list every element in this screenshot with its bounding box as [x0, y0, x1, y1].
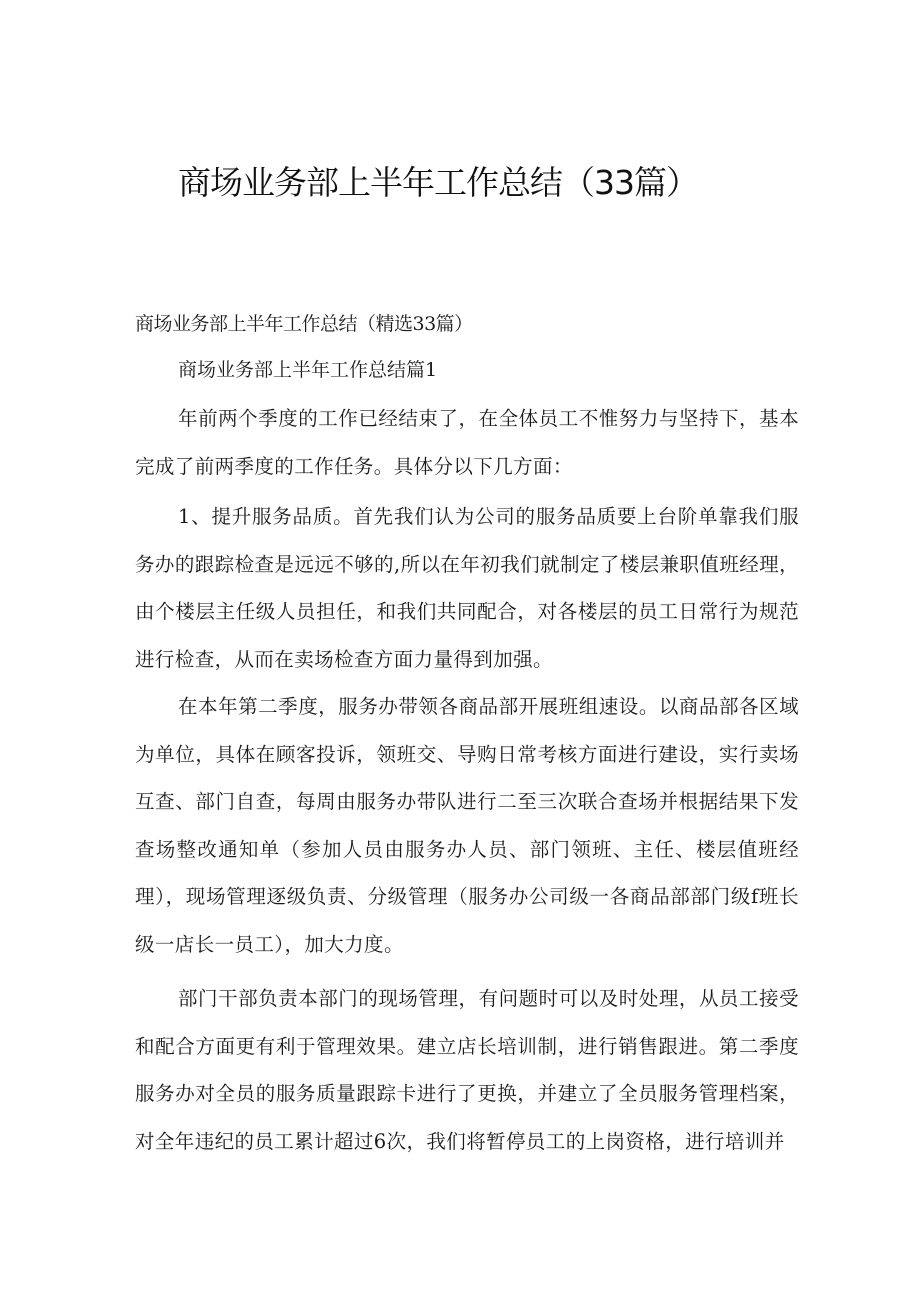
paragraph-3: 在本年第二季度，服务办带领各商品部开展班组速设。以商品部各区域为单位，具体在顾客投诉，领班交、导购日常考核方面进行建设，实行卖场互查、部门自查，每周由服务办带队进行二至三次联合查场并根据结果下发查场整改通知单（参加人员由服务办人员、部门领班、主任、楼层值班经理），现场管理逐级负责、分级管理（服务办公司级一各商品部部门级f班长级一店长一员工），加大力度。: [135, 695, 799, 956]
document-subtitle: 商场业务部上半年工作总结（精选33篇）: [135, 313, 473, 335]
paragraph-2: 1、提升服务品质。首先我们认为公司的服务品质要上台阶单靠我们服务办的跟踪检查是远远不够的,所以在年初我们就制定了楼层兼职值班经理，由个楼层主任级人员担任，和我们共同配合，对各楼层的员工日常行为规范进行检查，从而在卖场检查方面力量得到加强。: [135, 505, 799, 671]
paragraph-4: 部门干部负责本部门的现场管理，有问题时可以及时处理，从员工接受和配合方面更有利于管理效果。建立店长培训制，进行销售跟进。第二季度服务办对全员的服务质量跟踪卡进行了更换，并建立了全员服务管理档案，对全年违纪的员工累计超过6次，我们将暂停员工的上岗资格，进行培训并: [135, 987, 799, 1153]
paragraph-1: 年前两个季度的工作已经结束了，在全体员工不惟努力与坚持下，基本完成了前两季度的工作任务。具体分以下几方面：: [135, 407, 799, 478]
section-heading: 商场业务部上半年工作总结篇1: [178, 359, 438, 381]
document-title: 商场业务部上半年工作总结（33篇）: [178, 163, 698, 202]
